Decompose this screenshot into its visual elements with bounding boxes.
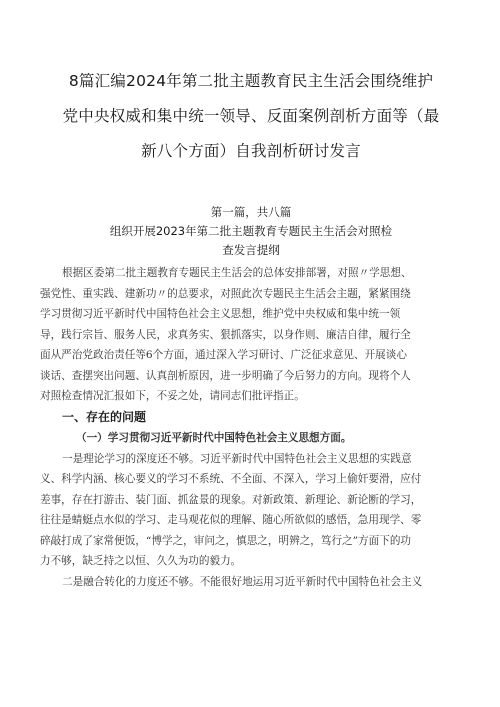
- text-line: 对照检查情况汇报如下，不妥之处，请同志们批评指正。: [40, 390, 305, 402]
- intro-paragraph: [40, 263, 462, 407]
- text-line: 一是理论学习的深度还不够。习近平新时代中国特色社会主义思想的实践意: [62, 452, 412, 465]
- text-line: 往往是蜻蜓点水似的学习、走马观花似的理解、随心所欲似的感悟，急用现学、零: [40, 514, 422, 526]
- text-line: 谈话、查摆突出问题、认真剖析原因，进一步明确了今后努力的方向。现将个人: [40, 369, 411, 382]
- text-line: 差事，存在打游击、装门面、抓盆景的现象。对新政策、新理论、新论断的学习，: [40, 493, 422, 506]
- paragraph-1: [40, 449, 462, 572]
- text-line: 力不够，缺乏持之以恒、久久为功的毅力。: [40, 555, 242, 567]
- text-line: 根据区委第二批主题教育专题民主生活会的总体安排部署，对照〃学思想、: [62, 267, 412, 279]
- text-line: 碎敲打成了家常便饭，“博学之，审问之，慎思之，明辨之，笃行之”方面下的功: [40, 534, 412, 547]
- title-line: 党中央权威和集中统一领导、反面案例剖析方面等（最: [62, 107, 440, 125]
- article-heading: [40, 203, 462, 260]
- paragraph-2: [40, 572, 462, 593]
- article-title-line: 组织开展2023年第二批主题教育专题民主生活会对照检: [109, 224, 393, 238]
- text-line: 学习贯彻习近平新时代中国特色社会主义思想，维护党中央权威和集中统一领: [40, 308, 401, 320]
- title-line: 新八个方面）自我剖析研讨发言: [141, 142, 361, 160]
- document-title: [40, 64, 462, 169]
- subsection-heading: （一）学习贯彻习近平新时代中国特色社会主义思想方面。: [76, 431, 352, 444]
- title-line: 8篇汇编2024年第二批主题教育民主生活会围绕维护: [68, 72, 434, 90]
- section-heading: 一、存在的问题: [62, 409, 147, 424]
- article-index: 第一篇，共八篇: [210, 205, 292, 219]
- text-line: 强党性、重实践、建新功〃的总要求，对照此次专题民主生活会主题，紧紧围绕: [40, 287, 411, 300]
- text-line: 二是融合转化的力度还不够。不能很好地运用习近平新时代中国特色社会主义: [62, 575, 423, 588]
- text-line: 义、科学内涵、核心要义的学习不系统、不全面、不深入，学习上偷奸要滑，应付: [40, 473, 422, 485]
- article-title-line: 查发言提纲: [222, 243, 280, 257]
- text-line: 导，践行宗旨、服务人民，求真务实、狠抓落实，以身作则、廉洁自律，履行全: [40, 328, 411, 341]
- text-line: 面从严治党政治责任等6个方面，通过深入学习研讨、广泛征求意见、开展谈心: [40, 349, 407, 361]
